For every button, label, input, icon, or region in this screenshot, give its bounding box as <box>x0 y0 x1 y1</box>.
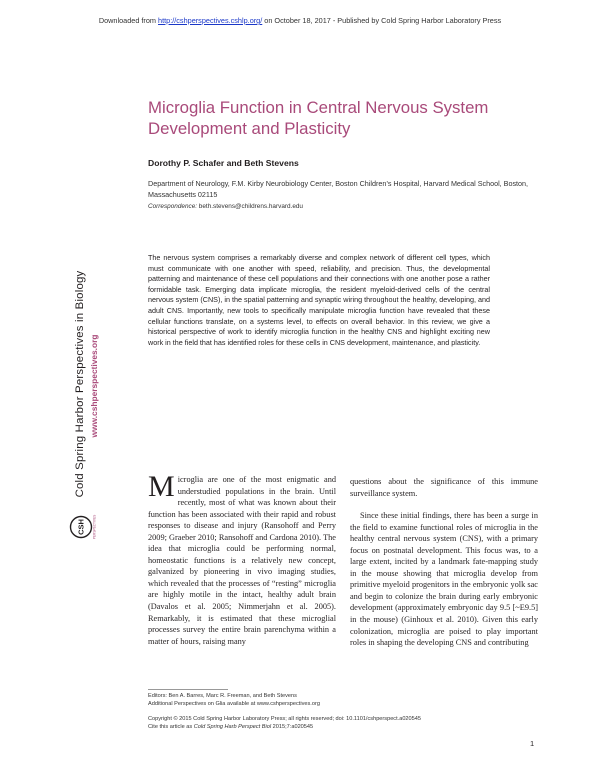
page-number: 1 <box>530 739 535 748</box>
drop-cap: M <box>148 470 175 503</box>
article-authors: Dorothy P. Schafer and Beth Stevens <box>148 158 299 168</box>
intro-paragraph <box>148 470 336 647</box>
journal-name: Cold Spring Harbor Perspectives in Biology <box>74 270 86 498</box>
journal-sidebar <box>54 240 102 540</box>
abstract: The nervous system comprises a remarkably diverse and complex network of different cell types, which must communicate with one another with speed, reliability, and precision. Thus, the developmental patterning and maintenance of these cell populations and their connections with one another pose a rather formidable task. Emerging data implicate microglia, the resident myeloid-derived cells of the central nervous system (CNS), in the spatial patterning and synaptic wiring throughout the healthy, developing, and adult CNS. Importantly, new tools to specifically manipulate microglia function have revealed that these cellular functions translate, on a systems level, to effects on overall behavior. In this review, we give a historical perspective of work to identify microglia function in the healthy CNS and highlight exciting new work in the field that has identified roles for these cells in CNS development, maintenance, and plasticity. <box>148 253 490 347</box>
citation-line <box>148 724 421 732</box>
correspondence <box>148 203 303 210</box>
editors-note <box>148 693 320 708</box>
additional-perspectives-line: Additional Perspectives on Glia available at www.cshperspectives.org <box>148 700 320 707</box>
intro-text: icroglia are one of the most enigmatic and understudied populations in the brain. Until recently, most of what was known about their function has been associated with their rapid and robust responses to disease and injury (Ransohoff and Perry 2009; Graeber 2010; Ransohoff and Cardona 2010). The idea that microglia could be performing normal, homeostatic functions is a relatively new concept, galvanized by pioneering in vivo imaging studies, which revealed that the processes of “resting” microglia are highly motile in the intact, healthy adult brain (Davalos et al. 2005; Nimmerjahn et al. 2005). Remarkably, it is estimated that these microglial processes survey the entire brain parenchyma within a matter of hours, raising many <box>148 475 336 646</box>
cite-suffix: 2015;7:a020545 <box>271 723 314 730</box>
download-banner <box>0 16 600 25</box>
download-suffix: on October 18, 2017 - Published by Cold Spring Harbor Laboratory Press <box>262 16 502 25</box>
copyright-line: Copyright © 2015 Cold Spring Harbor Laboratory Press; all rights reserved; doi: 10.1101/cshperspect.a020545 <box>148 716 421 722</box>
body-column-right <box>350 476 538 649</box>
article-title: Microglia Function in Central Nervous System Development and Plasticity <box>148 98 489 138</box>
footnote-divider <box>148 689 228 690</box>
csh-logo-icon <box>68 510 97 544</box>
cite-journal: Cold Spring Harb Perspect Biol <box>193 723 272 730</box>
continued-paragraph: questions about the significance of this immune surveillance system. <box>350 477 538 498</box>
cite-prefix: Cite this article as <box>148 723 194 730</box>
download-prefix: Downloaded from <box>98 16 159 25</box>
correspondence-email[interactable]: beth.stevens@childrens.harvard.edu <box>197 203 303 210</box>
correspondence-label: Correspondence: <box>148 203 198 210</box>
journal-url[interactable]: www.cshperspectives.org <box>89 334 99 438</box>
editors-line: Editors: Ben A. Barres, Marc R. Freeman, and Beth Stevens <box>148 693 297 699</box>
logo-subtext: PERSPECTIVES <box>92 514 97 540</box>
logo-text: CSH <box>76 519 86 535</box>
second-paragraph: Since these initial findings, there has been a surge in the field to examine functional roles of microglia in the healthy central nervous system (CNS), with a primary focus on postnatal development. This focus was, to a large extent, incited by a landmark fate-mapping study in the mouse showing that microglia develop from primitive myeloid progenitors in the embryonic yolk sac and begin to colonize the brain during early embryonic development (approximately embryonic day 9.5 [~E9.5] in the mouse) (Ginhoux et al. 2010). Given this early colonization, microglia are poised to play important roles in shaping the developing CNS and contributing <box>350 511 538 648</box>
copyright-block <box>148 716 421 731</box>
source-url-link[interactable]: http://cshperspectives.cshlp.org/ <box>158 16 263 25</box>
body-column-left <box>148 470 336 647</box>
author-affiliation: Department of Neurology, F.M. Kirby Neurobiology Center, Boston Children’s Hospital, Harvard Medical School, Boston, Massachusetts 02115 <box>148 179 529 199</box>
